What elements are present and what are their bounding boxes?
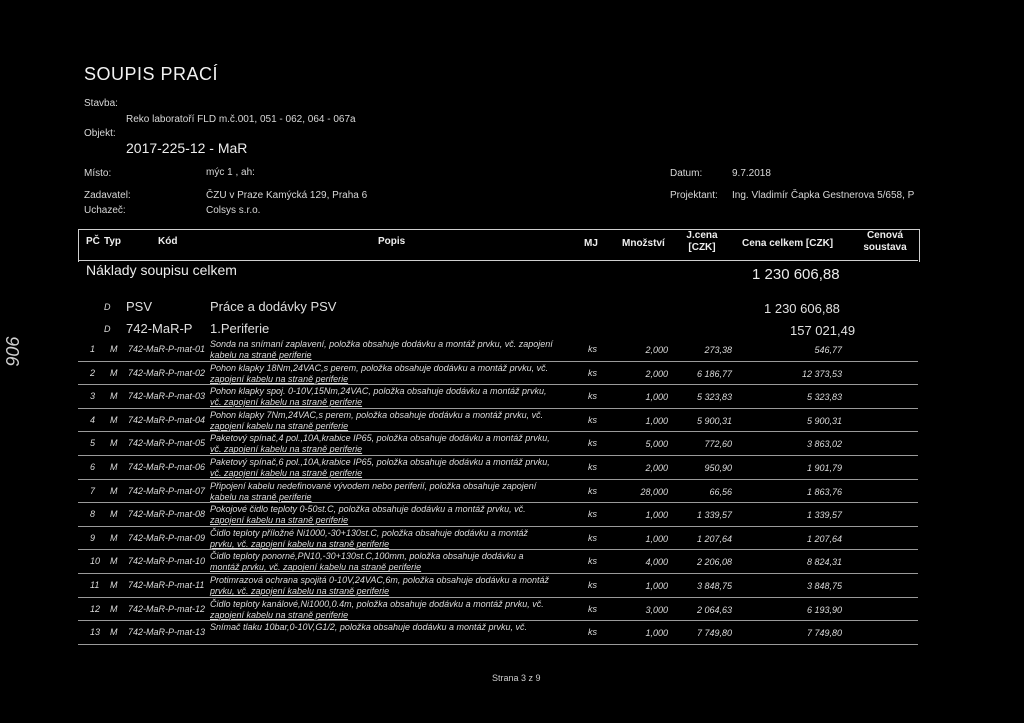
row-kod: 742-MaR-P-mat-13 <box>128 627 206 638</box>
row-mj: ks <box>588 627 597 638</box>
row-celkem: 6 193,90 <box>806 604 842 615</box>
row-jcena: 1 339,57 <box>696 510 732 521</box>
row-pc: 3 <box>90 391 96 402</box>
row-celkem: 12 373,53 <box>801 368 842 379</box>
row-mnozstvi: 1,000 <box>645 581 668 591</box>
row-mnozstvi: 2,000 <box>645 368 668 379</box>
projektant-value: Ing. Vladimír Čapka Gestnerova 5/658, P <box>732 190 915 201</box>
row-description: Sonda na snímaní zaplavení, položka obsahuje dodávku a montáž prvku, vč. zapojení <box>210 339 553 349</box>
row-mnozstvi: 2,000 <box>645 463 668 473</box>
row-mnozstvi: 1,000 <box>645 628 668 639</box>
row-kod: 742-MaR-P-mat-01 <box>128 344 206 354</box>
row-jcena: 66,56 <box>709 486 732 497</box>
row-description: Čidlo teploty ponorné,PN10,-30+130st.C,100mm, položka obsahuje dodávku a <box>210 551 524 562</box>
row-pc: 10 <box>90 556 101 567</box>
row-pc: 2 <box>90 367 96 378</box>
projektant-label: Projektant: <box>670 190 718 201</box>
row-celkem: 5 323,83 <box>806 392 842 403</box>
row-description: Čidlo teploty příložné Ni1000,-30+130st.C, položka obsahuje dodávku a montáž <box>210 527 528 538</box>
stavba-value: Reko laboratoří FLD m.č.001, 051 - 062, 064 - 067a <box>126 114 356 125</box>
row-pc: 4 <box>90 414 96 425</box>
row-typ: M <box>110 485 118 496</box>
section-name: 1.Periferie <box>210 321 270 336</box>
datum-value: 9.7.2018 <box>732 168 771 179</box>
row-pc: 8 <box>90 509 96 520</box>
objekt-value: 2017-225-12 - MaR <box>126 140 248 156</box>
row-description: Pohon klapky 7Nm,24VAC,s perem, položka obsahuje dodávku a montáž prvku, vč. <box>210 409 544 420</box>
row-celkem: 5 900,31 <box>806 415 842 426</box>
row-kod: 742-MaR-P-mat-02 <box>128 367 206 378</box>
row-description-cont: zapojení kabelu na straně periferie <box>210 515 349 526</box>
row-typ: M <box>110 580 118 590</box>
row-mnozstvi: 28,000 <box>640 486 668 497</box>
row-description: Pohon klapky spoj. 0-10V,15Nm,24VAC, položka obsahuje dodávku a montáž prvku, <box>210 386 547 397</box>
zadavatel-value: ČZU v Praze Kamýcká 129, Praha 6 <box>206 190 368 201</box>
section-code: PSV <box>126 299 153 314</box>
row-description-cont: vč. zapojení kabelu na straně periferie <box>210 397 363 408</box>
row-pc: 12 <box>90 603 101 614</box>
row-jcena: 772,60 <box>704 439 732 450</box>
row-kod: 742-MaR-P-mat-11 <box>128 580 205 590</box>
row-description-cont: kabelu na straně periferie <box>210 491 312 502</box>
row-celkem: 7 749,80 <box>806 628 842 639</box>
header-mj: MJ <box>584 238 598 249</box>
row-description-cont: zapojení kabelu na straně periferie <box>210 373 349 384</box>
row-jcena: 1 207,64 <box>696 533 732 544</box>
row-kod: 742-MaR-P-mat-09 <box>128 532 206 543</box>
row-divider <box>78 644 918 645</box>
datum-label: Datum: <box>670 168 703 179</box>
row-typ: M <box>110 344 118 354</box>
row-typ: M <box>110 603 118 614</box>
margin-handwritten-note: 906 <box>2 336 22 367</box>
row-celkem: 1 863,76 <box>806 486 842 497</box>
row-jcena: 273,38 <box>704 345 732 355</box>
uchazec-label: Uchazeč: <box>84 205 126 216</box>
row-typ: M <box>110 556 118 567</box>
row-pc: 7 <box>90 485 96 496</box>
row-description: Připojení kabelu nedefinované vývodem nebo periferií, položka obsahuje zapojení <box>210 480 537 491</box>
header-popis: Popis <box>378 236 406 247</box>
row-description-cont: kabelu na straně periferie <box>210 350 312 360</box>
row-kod: 742-MaR-P-mat-10 <box>128 556 206 567</box>
row-description-cont: vč. zapojení kabelu na straně periferie <box>210 444 363 455</box>
row-mj: ks <box>588 509 597 520</box>
header-cenova-soustava: Cenová soustava <box>863 230 907 253</box>
row-mj: ks <box>588 344 597 354</box>
section-value: 1 230 606,88 <box>764 301 840 316</box>
row-jcena: 950,90 <box>704 463 732 473</box>
row-description-cont: prvku, vč. zapojení kabelu na straně periferie <box>210 538 390 549</box>
row-typ: M <box>110 391 118 402</box>
row-description: Protimrazová ochrana spojitá 0-10V,24VAC,6m, položka obsahuje dodávku a montáž <box>210 575 550 585</box>
row-jcena: 3 848,75 <box>696 581 732 591</box>
page-title: SOUPIS PRACÍ <box>84 64 219 84</box>
row-jcena: 7 749,80 <box>696 628 732 639</box>
section-name: Práce a dodávky PSV <box>210 299 337 314</box>
row-description-cont: vč. zapojení kabelu na straně periferie <box>210 468 363 478</box>
row-description: Paketový spínač,6 pol.,10A,krabice IP65, položka obsahuje dodávku a montáž prvku, <box>210 457 550 467</box>
header-jcena: J.cena [CZK] <box>686 230 718 253</box>
uchazec-value: Colsys s.r.o. <box>206 205 261 216</box>
section-d: D <box>104 324 111 334</box>
section-code: 742-MaR-P <box>126 321 193 336</box>
row-description-cont: montáž prvku, vč. zapojení kabelu na straně periferie <box>210 562 422 573</box>
section-value: 157 021,49 <box>790 323 856 338</box>
row-mj: ks <box>588 367 597 378</box>
row-kod: 742-MaR-P-mat-12 <box>128 603 206 614</box>
row-description-cont: zapojení kabelu na straně periferie <box>210 420 349 431</box>
row-mj: ks <box>588 556 597 567</box>
row-kod: 742-MaR-P-mat-05 <box>128 438 206 449</box>
row-jcena: 5 900,31 <box>696 415 732 426</box>
row-celkem: 3 848,75 <box>806 581 842 591</box>
row-description-cont: zapojení kabelu na straně periferie <box>210 609 349 620</box>
row-celkem: 546,77 <box>814 345 842 355</box>
summary-value: 1 230 606,88 <box>752 266 840 283</box>
row-celkem: 1 901,79 <box>806 463 842 473</box>
row-celkem: 1 207,64 <box>806 533 842 544</box>
row-jcena: 6 186,77 <box>696 368 732 379</box>
objekt-label: Objekt: <box>84 128 116 139</box>
row-jcena: 2 064,63 <box>696 604 732 615</box>
row-description: Pokojové čidlo teploty 0-50st.C, položka obsahuje dodávku a montáž prvku, vč. <box>210 504 526 515</box>
row-mnozstvi: 1,000 <box>645 533 668 544</box>
row-description: Snímač tlaku 10bar,0-10V,G1/2, položka obsahuje dodávku a montáž prvku, vč. <box>210 622 528 633</box>
header-typ: Typ <box>104 236 122 247</box>
row-mnozstvi: 3,000 <box>645 604 668 615</box>
row-mj: ks <box>588 438 597 449</box>
row-mnozstvi: 4,000 <box>645 557 668 568</box>
row-description-cont: prvku, vč. zapojení kabelu na straně periferie <box>210 586 390 596</box>
misto-value: mýc 1 , ah: <box>206 167 255 178</box>
row-mj: ks <box>588 462 597 472</box>
row-typ: M <box>110 367 118 378</box>
row-mj: ks <box>588 485 597 496</box>
row-pc: 11 <box>90 580 100 590</box>
row-description: Paketový spínač,4 pol.,10A,krabice IP65, položka obsahuje dodávku a montáž prvku, <box>210 433 550 444</box>
section-d: D <box>104 302 111 312</box>
row-celkem: 8 824,31 <box>806 557 842 568</box>
row-mnozstvi: 2,000 <box>645 345 668 355</box>
row-description: Čidlo teploty kanálové,Ni1000,0.4m, položka obsahuje dodávku a montáž prvku, vč. <box>210 598 544 609</box>
row-celkem: 3 863,02 <box>806 439 842 450</box>
header-divider <box>78 260 918 261</box>
header-mnozstvi: Množství <box>622 238 665 249</box>
row-typ: M <box>110 509 118 520</box>
row-mnozstvi: 1,000 <box>645 510 668 521</box>
header-kod: Kód <box>158 236 178 247</box>
row-mnozstvi: 5,000 <box>645 439 668 450</box>
row-kod: 742-MaR-P-mat-04 <box>128 414 206 425</box>
header-cena-celkem: Cena celkem [CZK] <box>742 238 834 249</box>
row-jcena: 2 206,08 <box>696 557 732 568</box>
row-description: Pohon klapky 18Nm,24VAC,s perem, položka obsahuje dodávku a montáž prvku, vč. <box>210 362 549 373</box>
page-footer: Strana 3 z 9 <box>492 673 541 683</box>
row-mj: ks <box>588 603 597 614</box>
row-typ: M <box>110 438 118 449</box>
row-typ: M <box>110 627 118 638</box>
row-celkem: 1 339,57 <box>806 510 842 521</box>
row-pc: 5 <box>90 438 96 449</box>
row-mnozstvi: 1,000 <box>645 392 668 403</box>
row-mj: ks <box>588 532 597 543</box>
zadavatel-label: Zadavatel: <box>84 190 131 201</box>
row-kod: 742-MaR-P-mat-08 <box>128 509 206 520</box>
row-pc: 9 <box>90 532 96 543</box>
stavba-label: Stavba: <box>84 98 118 109</box>
summary-label: Náklady soupisu celkem <box>86 262 237 278</box>
misto-label: Místo: <box>84 168 112 179</box>
row-kod: 742-MaR-P-mat-03 <box>128 391 206 402</box>
row-typ: M <box>110 532 118 543</box>
row-pc: 13 <box>90 627 101 638</box>
row-mnozstvi: 1,000 <box>645 415 668 426</box>
row-mj: ks <box>588 391 597 402</box>
row-typ: M <box>110 414 118 425</box>
row-mj: ks <box>588 414 597 425</box>
header-pc: PČ <box>86 236 100 247</box>
row-kod: 742-MaR-P-mat-07 <box>128 485 206 496</box>
row-pc: 1 <box>90 344 96 354</box>
row-mj: ks <box>588 580 597 590</box>
row-pc: 6 <box>90 462 96 472</box>
row-jcena: 5 323,83 <box>696 392 732 403</box>
row-typ: M <box>110 462 118 472</box>
row-kod: 742-MaR-P-mat-06 <box>128 462 206 472</box>
